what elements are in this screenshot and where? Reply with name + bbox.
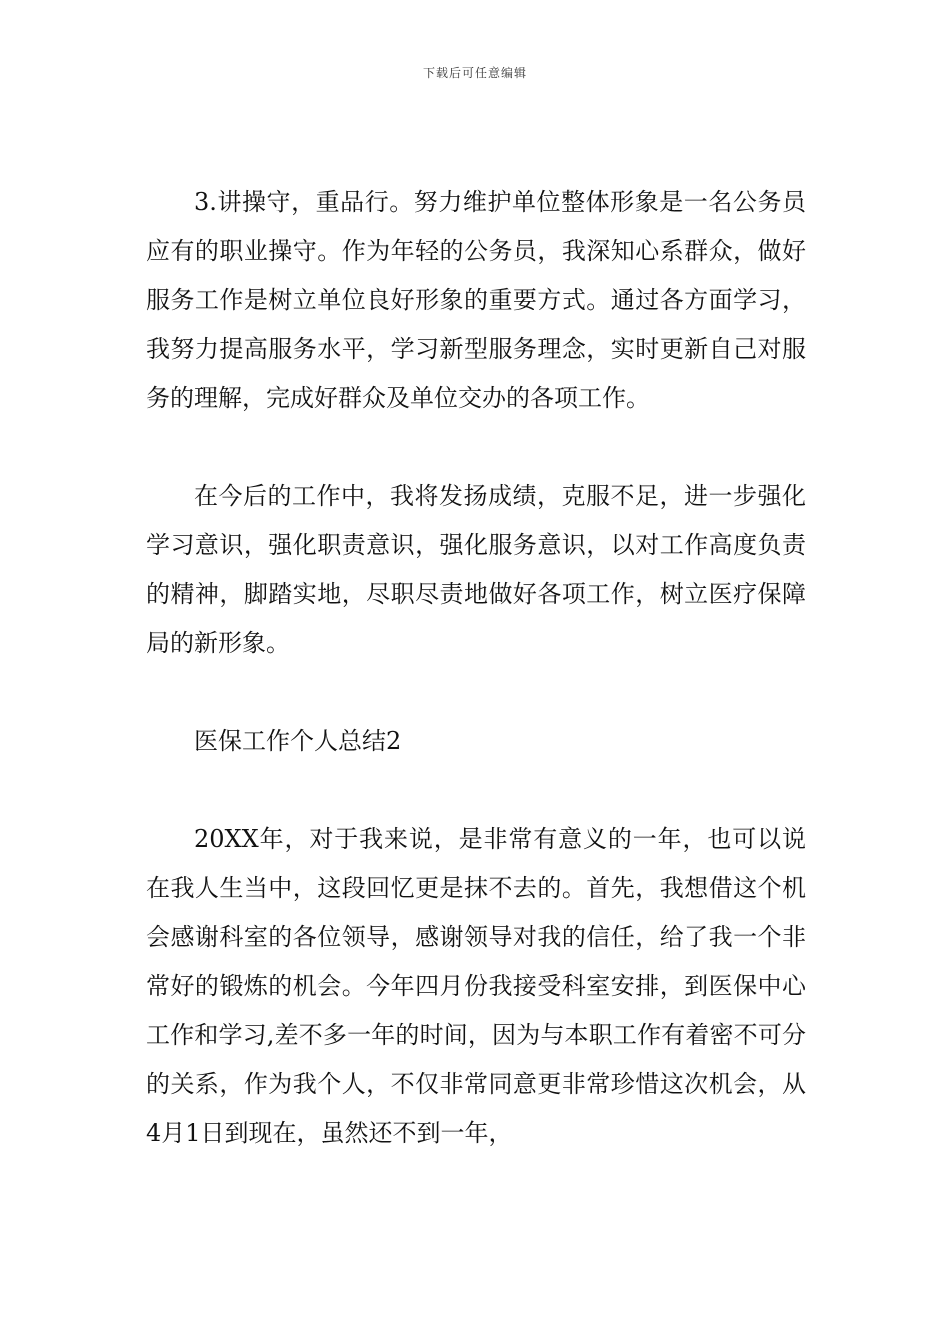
- paragraph-future-work: 在今后的工作中，我将发扬成绩，克服不足，进一步强化学习意识，强化职责意识，强化服务意识，以对工作高度负责的精神，脚踏实地，尽职尽责地做好各项工作，树立医疗保障局的新形象。: [146, 482, 806, 657]
- paragraph-gap: [146, 423, 806, 472]
- page-header: 下载后可任意编辑: [422, 66, 527, 80]
- document-body: [146, 178, 806, 1158]
- paragraph-summary-intro: 20XX年，对于我来说，是非常有意义的一年，也可以说在我人生当中，这段回忆更是抹不去的。首先，我想借这个机会感谢科室的各位领导，感谢领导对我的信任，给了我一个非常好的锻炼的机会。今年四月份我接受科室安排，到医保中心工作和学习,差不多一年的时间，因为与本职工作有着密不可分的关系，作为我个人，不仅非常同意更非常珍惜这次机会，从4月1日到现在，虽然还不到一年，: [146, 825, 806, 1147]
- paragraph-integrity: 3.讲操守，重品行。努力维护单位整体形象是一名公务员应有的职业操守。作为年轻的公务员，我深知心系群众，做好服务工作是树立单位良好形象的重要方式。通过各方面学习，我努力提高服务水平，学习新型服务理念，实时更新自己对服务的理解，完成好群众及单位交办的各项工作。: [146, 188, 806, 412]
- paragraph-gap: [146, 668, 806, 717]
- section-title: 医保工作个人总结2: [194, 727, 402, 755]
- paragraph-gap: [146, 766, 806, 815]
